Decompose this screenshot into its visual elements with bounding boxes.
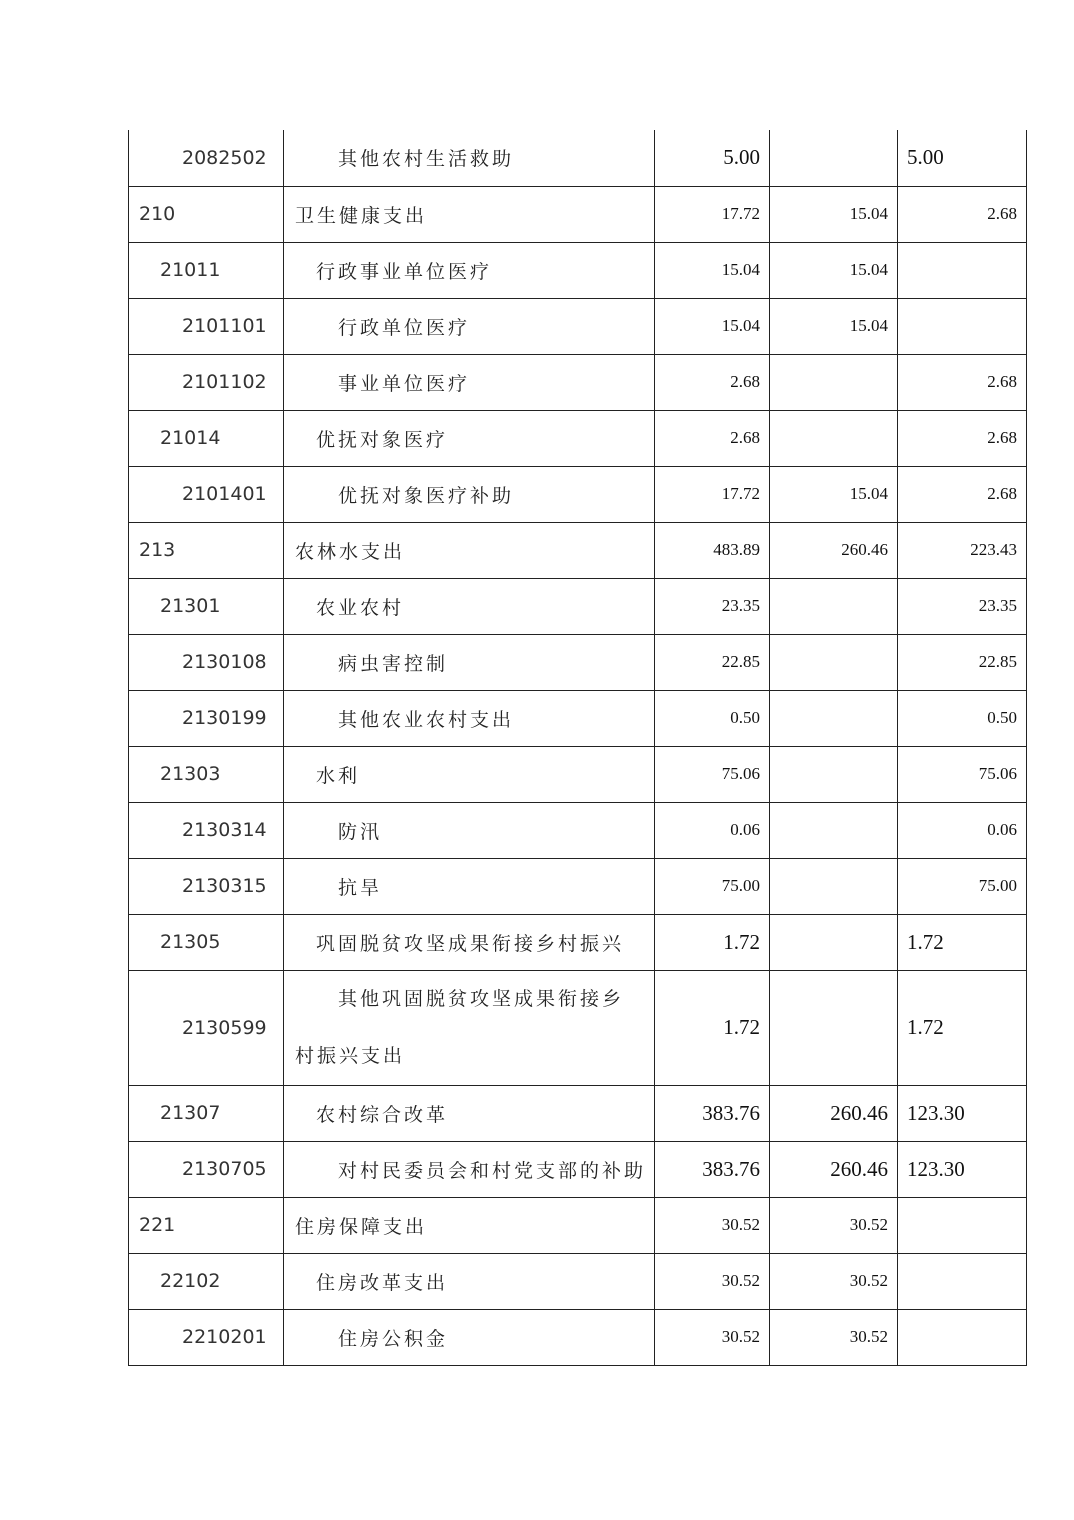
total-amount: 22.85	[655, 634, 770, 690]
basic-amount: 30.52	[770, 1197, 898, 1253]
table-row	[129, 242, 1027, 298]
subject-name: 卫生健康支出	[284, 186, 655, 242]
subject-name: 行政事业单位医疗	[284, 242, 655, 298]
subject-name: 住房改革支出	[284, 1253, 655, 1309]
project-amount: 1.72	[898, 914, 1027, 970]
project-amount: 0.06	[898, 802, 1027, 858]
table-row	[129, 130, 1027, 186]
subject-name: 防汛	[284, 802, 655, 858]
subject-name: 其他农业农村支出	[284, 690, 655, 746]
project-amount: 2.68	[898, 410, 1027, 466]
project-amount	[898, 1253, 1027, 1309]
table-row	[129, 410, 1027, 466]
subject-code: 2101401	[129, 466, 284, 522]
project-amount: 0.50	[898, 690, 1027, 746]
project-amount: 75.06	[898, 746, 1027, 802]
basic-amount: 15.04	[770, 298, 898, 354]
subject-name	[284, 970, 655, 1085]
basic-amount	[770, 802, 898, 858]
subject-name: 行政单位医疗	[284, 298, 655, 354]
subject-code: 21307	[129, 1085, 284, 1141]
table-row	[129, 746, 1027, 802]
table-row	[129, 802, 1027, 858]
total-amount: 23.35	[655, 578, 770, 634]
subject-name: 对村民委员会和村党支部的补助	[284, 1141, 655, 1197]
basic-amount	[770, 410, 898, 466]
subject-code: 21011	[129, 242, 284, 298]
table-row	[129, 578, 1027, 634]
project-amount	[898, 1309, 1027, 1365]
basic-amount: 30.52	[770, 1309, 898, 1365]
total-amount: 5.00	[655, 130, 770, 186]
subject-code: 2101102	[129, 354, 284, 410]
total-amount: 15.04	[655, 298, 770, 354]
subject-name: 巩固脱贫攻坚成果衔接乡村振兴	[284, 914, 655, 970]
subject-code: 21301	[129, 578, 284, 634]
table-row	[129, 1253, 1027, 1309]
subject-code: 2130108	[129, 634, 284, 690]
table-row	[129, 970, 1027, 1085]
subject-code: 2082502	[129, 130, 284, 186]
table-row	[129, 634, 1027, 690]
total-amount: 0.50	[655, 690, 770, 746]
basic-amount: 260.46	[770, 1085, 898, 1141]
basic-amount	[770, 970, 898, 1085]
project-amount	[898, 242, 1027, 298]
subject-code: 221	[129, 1197, 284, 1253]
table-row	[129, 690, 1027, 746]
basic-amount	[770, 578, 898, 634]
basic-amount: 15.04	[770, 466, 898, 522]
subject-name: 水利	[284, 746, 655, 802]
total-amount: 75.00	[655, 858, 770, 914]
table-row	[129, 522, 1027, 578]
total-amount: 30.52	[655, 1197, 770, 1253]
subject-code: 2130314	[129, 802, 284, 858]
project-amount	[898, 298, 1027, 354]
basic-amount: 15.04	[770, 186, 898, 242]
total-amount: 15.04	[655, 242, 770, 298]
subject-name: 事业单位医疗	[284, 354, 655, 410]
table-row	[129, 186, 1027, 242]
subject-name: 优抚对象医疗	[284, 410, 655, 466]
project-amount: 1.72	[898, 970, 1027, 1085]
table-row	[129, 858, 1027, 914]
subject-name: 优抚对象医疗补助	[284, 466, 655, 522]
table-row	[129, 1309, 1027, 1365]
subject-code: 2130199	[129, 690, 284, 746]
table-row	[129, 1141, 1027, 1197]
table-row	[129, 1085, 1027, 1141]
subject-name: 病虫害控制	[284, 634, 655, 690]
subject-code: 2101101	[129, 298, 284, 354]
subject-code: 2130705	[129, 1141, 284, 1197]
subject-name: 农业农村	[284, 578, 655, 634]
project-amount: 123.30	[898, 1141, 1027, 1197]
subject-name: 农村综合改革	[284, 1085, 655, 1141]
basic-amount: 15.04	[770, 242, 898, 298]
basic-amount	[770, 634, 898, 690]
basic-amount	[770, 690, 898, 746]
basic-amount	[770, 130, 898, 186]
subject-name: 住房保障支出	[284, 1197, 655, 1253]
project-amount: 2.68	[898, 466, 1027, 522]
total-amount: 483.89	[655, 522, 770, 578]
subject-name: 其他农村生活救助	[284, 130, 655, 186]
subject-code: 2130599	[129, 970, 284, 1085]
subject-name: 抗旱	[284, 858, 655, 914]
subject-code: 21305	[129, 914, 284, 970]
total-amount: 75.06	[655, 746, 770, 802]
subject-name-text: 其他巩固脱贫攻坚成果衔接乡村振兴支出	[295, 987, 625, 1067]
project-amount: 223.43	[898, 522, 1027, 578]
basic-amount	[770, 746, 898, 802]
budget-expenditure-table	[128, 130, 1027, 1366]
subject-code: 210	[129, 186, 284, 242]
project-amount: 123.30	[898, 1085, 1027, 1141]
subject-code: 2130315	[129, 858, 284, 914]
basic-amount	[770, 914, 898, 970]
total-amount: 17.72	[655, 466, 770, 522]
project-amount: 22.85	[898, 634, 1027, 690]
total-amount: 30.52	[655, 1309, 770, 1365]
subject-code: 22102	[129, 1253, 284, 1309]
total-amount: 1.72	[655, 970, 770, 1085]
total-amount: 0.06	[655, 802, 770, 858]
basic-amount	[770, 354, 898, 410]
total-amount: 30.52	[655, 1253, 770, 1309]
project-amount: 2.68	[898, 354, 1027, 410]
subject-code: 2210201	[129, 1309, 284, 1365]
total-amount: 17.72	[655, 186, 770, 242]
project-amount: 23.35	[898, 578, 1027, 634]
total-amount: 1.72	[655, 914, 770, 970]
total-amount: 383.76	[655, 1141, 770, 1197]
subject-name: 农林水支出	[284, 522, 655, 578]
table-row	[129, 466, 1027, 522]
project-amount: 75.00	[898, 858, 1027, 914]
project-amount: 2.68	[898, 186, 1027, 242]
subject-code: 213	[129, 522, 284, 578]
basic-amount: 30.52	[770, 1253, 898, 1309]
total-amount: 2.68	[655, 410, 770, 466]
total-amount: 2.68	[655, 354, 770, 410]
subject-code: 21303	[129, 746, 284, 802]
total-amount: 383.76	[655, 1085, 770, 1141]
table-row	[129, 298, 1027, 354]
table-row	[129, 1197, 1027, 1253]
basic-amount: 260.46	[770, 522, 898, 578]
basic-amount	[770, 858, 898, 914]
subject-code: 21014	[129, 410, 284, 466]
basic-amount: 260.46	[770, 1141, 898, 1197]
project-amount: 5.00	[898, 130, 1027, 186]
subject-name: 住房公积金	[284, 1309, 655, 1365]
table-row	[129, 354, 1027, 410]
table-row	[129, 914, 1027, 970]
project-amount	[898, 1197, 1027, 1253]
